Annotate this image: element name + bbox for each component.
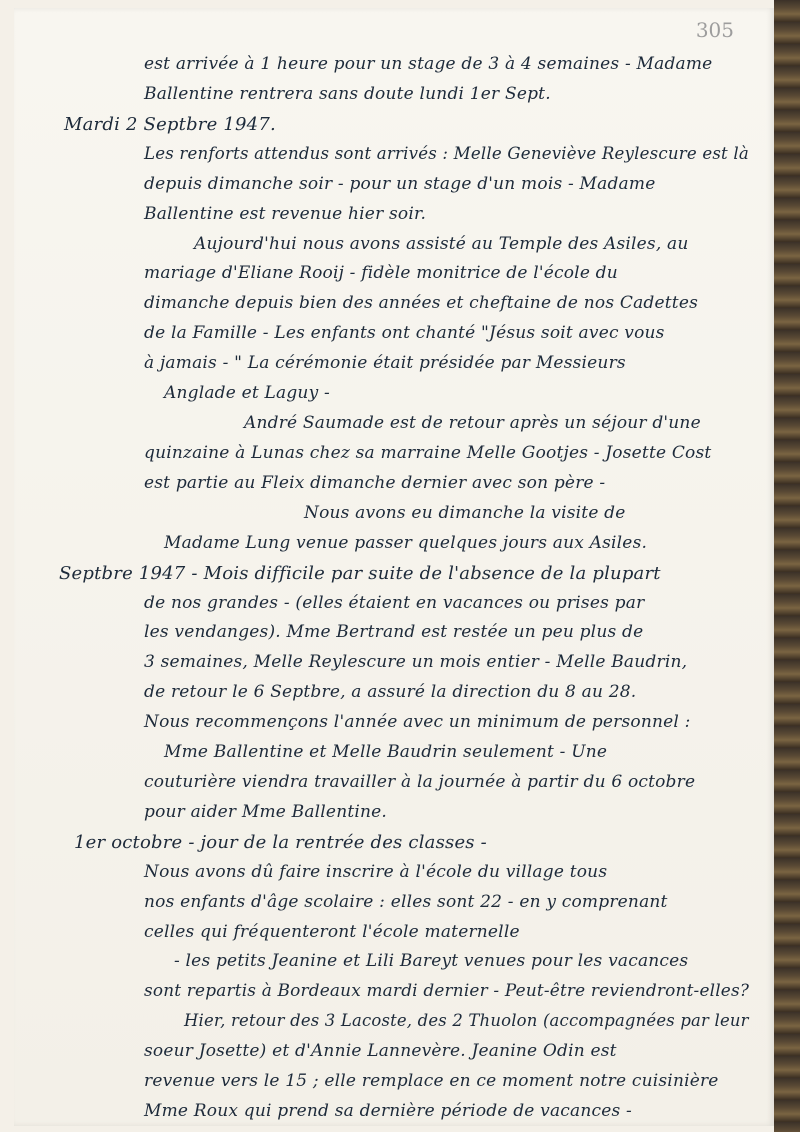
text-line: depuis dimanche soir - pour un stage d'un mois - Madame xyxy=(144,173,656,194)
text-line: Les renforts attendus sont arrivés : Melle Geneviève Reylescure est là xyxy=(144,143,749,164)
text-line: dimanche depuis bien des années et cheftaine de nos Cadettes xyxy=(144,293,699,314)
text-line: sont repartis à Bordeaux mardi dernier - Peut-être reviendront-elles? xyxy=(144,981,750,1002)
page-number: 305 xyxy=(695,18,734,42)
entry-date: Septbre 1947 - Mois difficile par suite de l'absence de la plupart xyxy=(59,562,661,584)
text-line: quinzaine à Lunas chez sa marraine Melle Gootjes - Josette Cost xyxy=(144,442,712,463)
text-line: Madame Lung venue passer quelques jours aux Asiles. xyxy=(164,532,648,553)
entry-date: Mardi 2 Septbre 1947. xyxy=(64,113,276,135)
text-line: de retour le 6 Septbre, a assuré la direction du 8 au 28. xyxy=(144,682,637,703)
text-line: Mme Ballentine et Melle Baudrin seulement - Une xyxy=(164,742,608,762)
text-line: à jamais - " La cérémonie était présidée par Messieurs xyxy=(144,353,626,374)
text-line: pour aider Mme Ballentine. xyxy=(144,801,388,822)
handwritten-text xyxy=(14,8,774,1126)
text-line: Nous recommençons l'année avec un minimum de personnel : xyxy=(144,712,691,733)
text-line: soeur Josette) et d'Annie Lannevère. Jeanine Odin est xyxy=(144,1041,617,1062)
text-line: Anglade et Laguy - xyxy=(164,383,330,404)
text-line: nos enfants d'âge scolaire : elles sont 22 - en y comprenant xyxy=(144,891,668,912)
text-line: Mme Roux qui prend sa dernière période de vacances - xyxy=(144,1101,632,1121)
text-line: Ballentine rentrera sans doute lundi 1er Sept. xyxy=(144,83,551,104)
text-line: - les petits Jeanine et Lili Bareyt venues pour les vacances xyxy=(174,951,689,972)
notebook-binding xyxy=(774,0,800,1132)
text-line: revenue vers le 15 ; elle remplace en ce moment notre cuisinière xyxy=(144,1071,719,1092)
text-line: 3 semaines, Melle Reylescure un mois entier - Melle Baudrin, xyxy=(144,652,688,673)
text-line: est arrivée à 1 heure pour un stage de 3 à 4 semaines - Madame xyxy=(144,54,713,74)
text-line: Ballentine est revenue hier soir. xyxy=(144,203,427,224)
text-line: André Saumade est de retour après un séjour d'une xyxy=(244,413,701,433)
text-line: Aujourd'hui nous avons assisté au Temple des Asiles, au xyxy=(194,233,689,254)
text-line: mariage d'Eliane Rooij - fidèle monitrice de l'école du xyxy=(144,263,618,284)
text-line: les vendanges). Mme Bertrand est restée un peu plus de xyxy=(144,622,644,643)
text-line: de la Famille - Les enfants ont chanté "Jésus soit avec vous xyxy=(144,323,665,344)
notebook-page xyxy=(14,8,774,1126)
text-line: Nous avons eu dimanche la visite de xyxy=(304,502,626,523)
text-line: de nos grandes - (elles étaient en vacances ou prises par xyxy=(144,592,645,613)
text-line: couturière viendra travailler à la journée à partir du 6 octobre xyxy=(144,771,696,792)
text-line: Hier, retour des 3 Lacoste, des 2 Thuolon (accompagnées par leur xyxy=(184,1011,749,1032)
text-line: Nous avons dû faire inscrire à l'école du village tous xyxy=(144,861,608,882)
text-line: est partie au Fleix dimanche dernier avec son père - xyxy=(144,472,606,493)
entry-date: 1er octobre - jour de la rentrée des classes - xyxy=(74,831,487,853)
text-line: celles qui fréquenteront l'école maternelle xyxy=(144,921,520,942)
